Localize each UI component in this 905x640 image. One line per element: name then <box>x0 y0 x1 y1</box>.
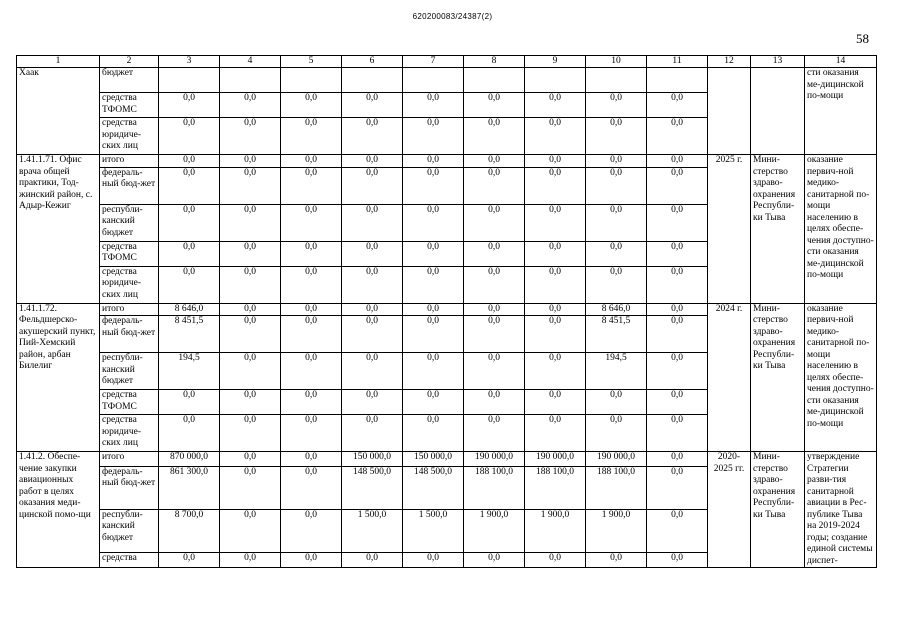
amount-cell: 0,0 <box>159 415 220 452</box>
amount-cell: 861 300,0 <box>159 466 220 509</box>
amount-cell: 0,0 <box>647 266 708 303</box>
amount-cell: 0,0 <box>525 241 586 266</box>
amount-cell: 0,0 <box>342 553 403 568</box>
amount-cell: 0,0 <box>586 155 647 168</box>
expected-result: сти оказания ме-дицинской по-мощи <box>805 68 877 155</box>
amount-cell: 0,0 <box>281 204 342 241</box>
empty-cell <box>281 68 342 93</box>
source-label: федераль-ный бюд-жет <box>100 167 159 204</box>
amount-cell: 0,0 <box>281 415 342 452</box>
amount-cell: 190 000,0 <box>586 452 647 467</box>
amount-cell: 190 000,0 <box>464 452 525 467</box>
source-label: бюджет <box>100 68 159 93</box>
empty-cell <box>464 68 525 93</box>
column-header: 11 <box>647 56 708 68</box>
source-label: республи-канский бюджет <box>100 353 159 390</box>
page-number: 58 <box>856 31 869 46</box>
amount-cell: 0,0 <box>586 415 647 452</box>
source-label: средства юридиче-ских лиц <box>100 266 159 303</box>
empty-cell <box>586 68 647 93</box>
amount-cell: 0,0 <box>647 353 708 390</box>
empty-cell <box>220 68 281 93</box>
empty-cell <box>403 68 464 93</box>
amount-cell: 0,0 <box>159 266 220 303</box>
amount-cell: 0,0 <box>464 167 525 204</box>
amount-cell: 0,0 <box>281 118 342 155</box>
column-header: 13 <box>751 56 805 68</box>
amount-cell: 0,0 <box>525 316 586 353</box>
amount-cell: 0,0 <box>464 553 525 568</box>
amount-cell: 0,0 <box>342 93 403 118</box>
amount-cell: 0,0 <box>159 241 220 266</box>
empty-cell <box>342 68 403 93</box>
amount-cell: 0,0 <box>464 155 525 168</box>
amount-cell: 188 100,0 <box>464 466 525 509</box>
source-label: итого <box>100 303 159 316</box>
amount-cell: 0,0 <box>342 155 403 168</box>
amount-cell: 0,0 <box>403 167 464 204</box>
amount-cell: 0,0 <box>403 553 464 568</box>
source-label: республи-канский бюджет <box>100 509 159 552</box>
amount-cell: 0,0 <box>647 390 708 415</box>
amount-cell: 0,0 <box>342 204 403 241</box>
amount-cell: 150 000,0 <box>403 452 464 467</box>
amount-cell: 0,0 <box>342 167 403 204</box>
amount-cell: 148 500,0 <box>342 466 403 509</box>
amount-cell: 0,0 <box>464 353 525 390</box>
amount-cell: 0,0 <box>281 452 342 467</box>
amount-cell: 188 100,0 <box>586 466 647 509</box>
amount-cell: 0,0 <box>281 553 342 568</box>
amount-cell: 0,0 <box>586 118 647 155</box>
amount-cell: 0,0 <box>647 167 708 204</box>
amount-cell: 0,0 <box>647 155 708 168</box>
amount-cell: 0,0 <box>464 204 525 241</box>
empty-cell <box>159 68 220 93</box>
amount-cell: 0,0 <box>464 390 525 415</box>
amount-cell: 0,0 <box>281 390 342 415</box>
amount-cell: 0,0 <box>220 415 281 452</box>
amount-cell: 0,0 <box>586 266 647 303</box>
executor-cell: Мини-стерство здраво-охранения Республи-ки Тыва <box>751 155 805 304</box>
measure-name: 1.41.1.71. Офис врача общей практики, Тод-жинский район, с. Адыр-Кежиг <box>17 155 100 304</box>
amount-cell: 0,0 <box>464 266 525 303</box>
column-header: 5 <box>281 56 342 68</box>
column-header: 8 <box>464 56 525 68</box>
amount-cell: 0,0 <box>525 553 586 568</box>
source-label: республи-канский бюджет <box>100 204 159 241</box>
amount-cell: 1 500,0 <box>342 509 403 552</box>
amount-cell: 0,0 <box>525 204 586 241</box>
amount-cell: 0,0 <box>159 204 220 241</box>
amount-cell: 0,0 <box>342 241 403 266</box>
amount-cell: 0,0 <box>647 466 708 509</box>
amount-cell: 0,0 <box>647 118 708 155</box>
amount-cell: 0,0 <box>220 204 281 241</box>
amount-cell: 0,0 <box>647 509 708 552</box>
amount-cell: 0,0 <box>403 353 464 390</box>
amount-cell: 0,0 <box>281 509 342 552</box>
amount-cell: 0,0 <box>403 316 464 353</box>
amount-cell: 0,0 <box>647 303 708 316</box>
amount-cell: 0,0 <box>525 155 586 168</box>
amount-cell: 0,0 <box>403 241 464 266</box>
amount-cell: 0,0 <box>220 155 281 168</box>
amount-cell: 0,0 <box>342 118 403 155</box>
amount-cell: 190 000,0 <box>525 452 586 467</box>
amount-cell: 0,0 <box>281 466 342 509</box>
amount-cell: 1 500,0 <box>403 509 464 552</box>
amount-cell: 0,0 <box>525 167 586 204</box>
column-header: 12 <box>708 56 751 68</box>
amount-cell: 0,0 <box>525 353 586 390</box>
amount-cell: 0,0 <box>586 241 647 266</box>
empty-cell <box>708 68 751 155</box>
column-header: 9 <box>525 56 586 68</box>
amount-cell: 0,0 <box>464 93 525 118</box>
executor-cell: Мини-стерство здраво-охранения Республи-ки Тыва <box>751 452 805 568</box>
amount-cell: 0,0 <box>220 93 281 118</box>
source-label: средства юридиче-ских лиц <box>100 118 159 155</box>
amount-cell: 0,0 <box>220 167 281 204</box>
table-row <box>17 303 877 316</box>
amount-cell: 0,0 <box>220 509 281 552</box>
source-label: средства ТФОМС <box>100 390 159 415</box>
table-row <box>17 452 877 467</box>
amount-cell: 0,0 <box>647 452 708 467</box>
amount-cell: 8 646,0 <box>586 303 647 316</box>
amount-cell: 1 900,0 <box>464 509 525 552</box>
expected-result: оказание первич-ной медико-санитарной по-мощи населению в целях обеспе-чения доступно-сти оказания ме-дицинской по-мощи <box>805 303 877 452</box>
amount-cell: 0,0 <box>220 118 281 155</box>
column-header: 10 <box>586 56 647 68</box>
column-header: 7 <box>403 56 464 68</box>
amount-cell: 0,0 <box>281 353 342 390</box>
executor-cell: Мини-стерство здраво-охранения Республи-ки Тыва <box>751 303 805 452</box>
amount-cell: 0,0 <box>464 118 525 155</box>
amount-cell: 0,0 <box>586 390 647 415</box>
amount-cell: 0,0 <box>647 316 708 353</box>
amount-cell: 0,0 <box>220 466 281 509</box>
amount-cell: 0,0 <box>159 553 220 568</box>
amount-cell: 0,0 <box>403 266 464 303</box>
source-label: федераль-ный бюд-жет <box>100 466 159 509</box>
source-label: средства ТФОМС <box>100 241 159 266</box>
amount-cell: 148 500,0 <box>403 466 464 509</box>
budget-table <box>16 55 877 568</box>
amount-cell: 0,0 <box>159 390 220 415</box>
amount-cell: 0,0 <box>525 266 586 303</box>
measure-name: 1.41.1.72. Фельдшерско-акушерский пункт, Пий-Хемский район, арбан Билелиг <box>17 303 100 452</box>
amount-cell: 0,0 <box>220 553 281 568</box>
source-label: итого <box>100 452 159 467</box>
amount-cell: 0,0 <box>647 93 708 118</box>
amount-cell: 0,0 <box>281 241 342 266</box>
column-header: 1 <box>17 56 100 68</box>
amount-cell: 0,0 <box>586 204 647 241</box>
amount-cell: 0,0 <box>281 303 342 316</box>
amount-cell: 0,0 <box>220 266 281 303</box>
amount-cell: 0,0 <box>586 93 647 118</box>
amount-cell: 0,0 <box>464 303 525 316</box>
amount-cell: 188 100,0 <box>525 466 586 509</box>
amount-cell: 0,0 <box>281 316 342 353</box>
amount-cell: 0,0 <box>281 155 342 168</box>
amount-cell: 8 451,5 <box>159 316 220 353</box>
source-label: федераль-ный бюд-жет <box>100 316 159 353</box>
source-label: средства юридиче-ских лиц <box>100 415 159 452</box>
amount-cell: 0,0 <box>403 390 464 415</box>
amount-cell: 0,0 <box>403 155 464 168</box>
amount-cell: 194,5 <box>586 353 647 390</box>
amount-cell: 0,0 <box>647 553 708 568</box>
amount-cell: 0,0 <box>647 204 708 241</box>
amount-cell: 0,0 <box>159 167 220 204</box>
amount-cell: 0,0 <box>525 390 586 415</box>
amount-cell: 0,0 <box>220 353 281 390</box>
amount-cell: 0,0 <box>342 415 403 452</box>
amount-cell: 1 900,0 <box>525 509 586 552</box>
column-header: 2 <box>100 56 159 68</box>
expected-result: утверждение Стратегии разви-тия санитарной авиации в Рес-публике Тыва на 2019-2024 годы; создание единой системы диспет- <box>805 452 877 568</box>
measure-name: Хаак <box>17 68 100 155</box>
empty-cell <box>751 68 805 155</box>
amount-cell: 150 000,0 <box>342 452 403 467</box>
column-header: 3 <box>159 56 220 68</box>
amount-cell: 0,0 <box>464 316 525 353</box>
source-label: средства <box>100 553 159 568</box>
year-cell: 2025 г. <box>708 155 751 304</box>
amount-cell: 0,0 <box>342 266 403 303</box>
document-id: 620200083/24387(2) <box>412 12 493 21</box>
amount-cell: 0,0 <box>342 303 403 316</box>
amount-cell: 0,0 <box>403 303 464 316</box>
amount-cell: 0,0 <box>586 167 647 204</box>
source-label: средства ТФОМС <box>100 93 159 118</box>
amount-cell: 0,0 <box>281 93 342 118</box>
amount-cell: 0,0 <box>342 316 403 353</box>
amount-cell: 0,0 <box>220 452 281 467</box>
amount-cell: 0,0 <box>403 93 464 118</box>
measure-name: 1.41.2. Обеспе-чение закупки авиационных работ в целях оказания меди-цинской помо-щи <box>17 452 100 568</box>
amount-cell: 0,0 <box>220 390 281 415</box>
amount-cell: 0,0 <box>281 167 342 204</box>
amount-cell: 0,0 <box>220 316 281 353</box>
column-header: 14 <box>805 56 877 68</box>
amount-cell: 0,0 <box>403 204 464 241</box>
amount-cell: 8 451,5 <box>586 316 647 353</box>
amount-cell: 0,0 <box>464 241 525 266</box>
amount-cell: 0,0 <box>525 303 586 316</box>
amount-cell: 0,0 <box>342 353 403 390</box>
amount-cell: 0,0 <box>647 415 708 452</box>
amount-cell: 194,5 <box>159 353 220 390</box>
expected-result: оказание первич-ной медико-санитарной по-мощи населению в целях обеспе-чения доступно-сти оказания ме-дицинской по-мощи <box>805 155 877 304</box>
column-header: 6 <box>342 56 403 68</box>
amount-cell: 0,0 <box>403 415 464 452</box>
table-row <box>17 68 877 93</box>
amount-cell: 0,0 <box>159 93 220 118</box>
column-header: 4 <box>220 56 281 68</box>
empty-cell <box>647 68 708 93</box>
column-number-row <box>17 56 877 68</box>
amount-cell: 0,0 <box>586 553 647 568</box>
amount-cell: 8 700,0 <box>159 509 220 552</box>
year-cell: 2024 г. <box>708 303 751 452</box>
amount-cell: 0,0 <box>464 415 525 452</box>
amount-cell: 870 000,0 <box>159 452 220 467</box>
amount-cell: 0,0 <box>403 118 464 155</box>
amount-cell: 0,0 <box>342 390 403 415</box>
amount-cell: 8 646,0 <box>159 303 220 316</box>
amount-cell: 0,0 <box>159 155 220 168</box>
amount-cell: 0,0 <box>525 93 586 118</box>
amount-cell: 0,0 <box>647 241 708 266</box>
empty-cell <box>525 68 586 93</box>
amount-cell: 0,0 <box>281 266 342 303</box>
year-cell: 2020-2025 гг. <box>708 452 751 568</box>
amount-cell: 1 900,0 <box>586 509 647 552</box>
table-row <box>17 155 877 168</box>
amount-cell: 0,0 <box>220 241 281 266</box>
amount-cell: 0,0 <box>525 415 586 452</box>
amount-cell: 0,0 <box>159 118 220 155</box>
source-label: итого <box>100 155 159 168</box>
amount-cell: 0,0 <box>220 303 281 316</box>
amount-cell: 0,0 <box>525 118 586 155</box>
